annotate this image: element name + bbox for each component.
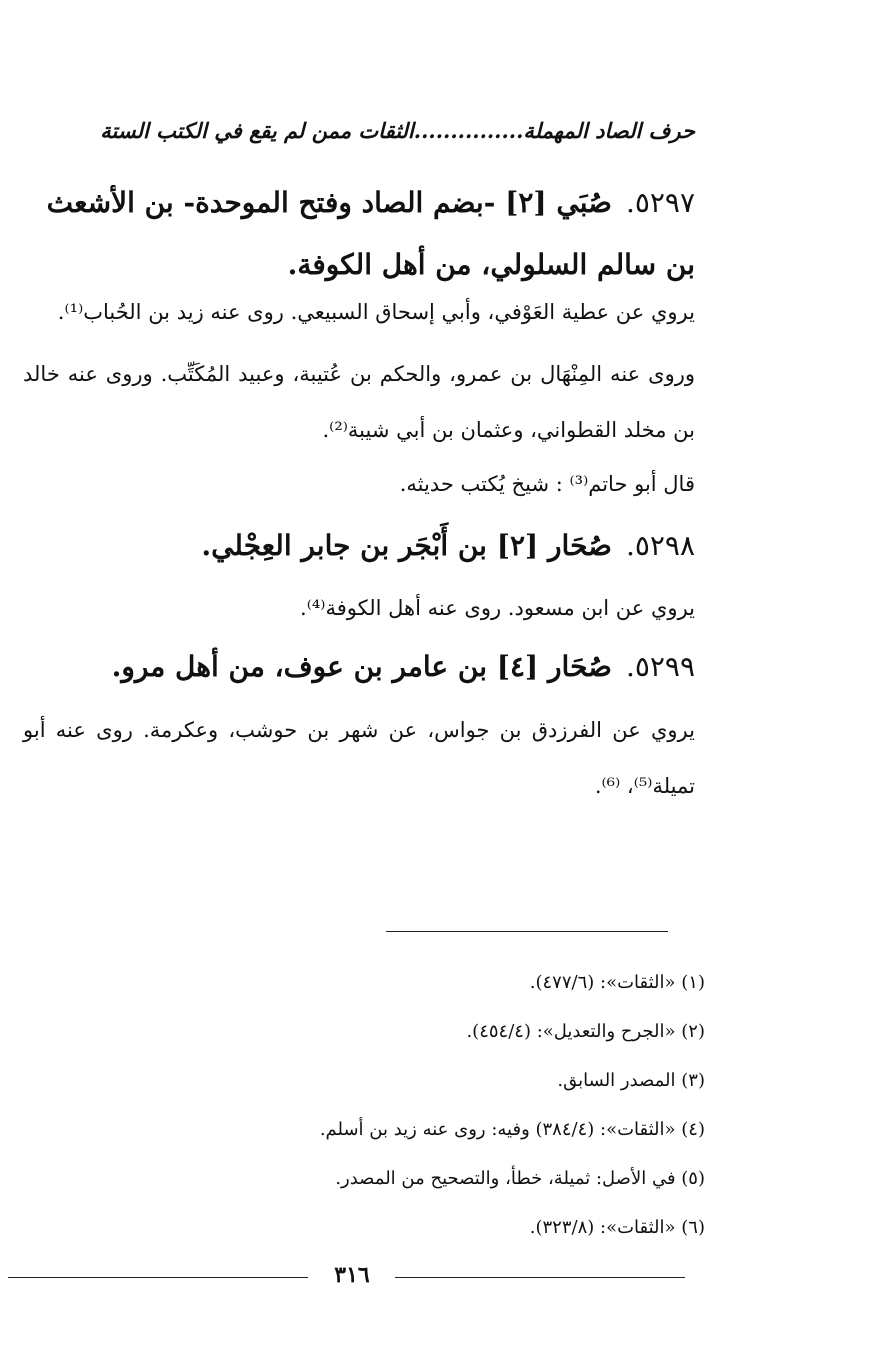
entry-number: ٥٢٩٨. bbox=[625, 529, 695, 562]
footnote: (٥) في الأصل: ثميلة، خطأ، والتصحيح من المصدر. bbox=[335, 1168, 705, 1189]
entry-title-5298 bbox=[25, 515, 695, 577]
footnote: (٣) المصدر السابق. bbox=[557, 1070, 705, 1091]
entry-paragraph: قال أبو حاتم⁽³⁾ : شيخ يُكتب حديثه. bbox=[399, 472, 695, 496]
footnote: (٤) «الثقات»: (٣٨٤/٤) وفيه: روى عنه زيد بن أسلم. bbox=[319, 1119, 705, 1140]
entry-paragraph: يروي عن ابن مسعود. روى عنه أهل الكوفة⁽⁴⁾. bbox=[300, 596, 695, 620]
entry-title-5297 bbox=[25, 172, 695, 296]
entry-heading: صُبَي [٢] -بضم الصاد وفتح الموحدة- بن الأشعث بن سالم السلولي، من أهل الكوفة. bbox=[46, 186, 695, 281]
entry-paragraph: يروي عن الفرزدق بن جواس، عن شهر بن حوشب، وعكرمة. روى عنه أبو تميلة⁽⁵⁾، ⁽⁶⁾. bbox=[23, 718, 695, 798]
entry-heading: صُحَار [٢] بن أَبْجَر بن جابر العِجْلي. bbox=[201, 529, 612, 562]
running-header: حرف الصاد المهملة...............الثقات ممن لم يقع في الكتب الستة bbox=[100, 118, 695, 143]
entry-number: ٥٢٩٩. bbox=[625, 650, 695, 683]
entry-number: ٥٢٩٧. bbox=[625, 186, 695, 219]
footnotes bbox=[105, 958, 705, 1252]
footnote-divider bbox=[386, 931, 668, 932]
bottom-rule bbox=[395, 1277, 685, 1278]
footnote: (٦) «الثقات»: (٣٢٣/٨). bbox=[529, 1217, 705, 1238]
footnote: (٢) «الجرح والتعديل»: (٤٥٤/٤). bbox=[466, 1021, 705, 1042]
entry-title-5299 bbox=[25, 636, 695, 698]
entry-paragraph: وروى عنه المِنْهَال بن عمرو، والحكم بن عُتيبة، وعبيد المُكَتِّب. وروى عنه خالد بن مخلد القطواني، وعثمان بن أبي شيبة⁽²⁾. bbox=[23, 362, 695, 442]
footnote: (١) «الثقات»: (٤٧٧/٦). bbox=[529, 972, 705, 993]
entry-heading: صُحَار [٤] بن عامر بن عوف، من أهل مرو. bbox=[111, 650, 612, 683]
page-number: ٣١٦ bbox=[312, 1262, 392, 1288]
entry-paragraph: يروي عن عطية العَوْفي، وأبي إسحاق السبيعي. روى عنه زيد بن الحُباب⁽¹⁾. bbox=[57, 300, 695, 324]
bottom-rule bbox=[8, 1277, 308, 1278]
